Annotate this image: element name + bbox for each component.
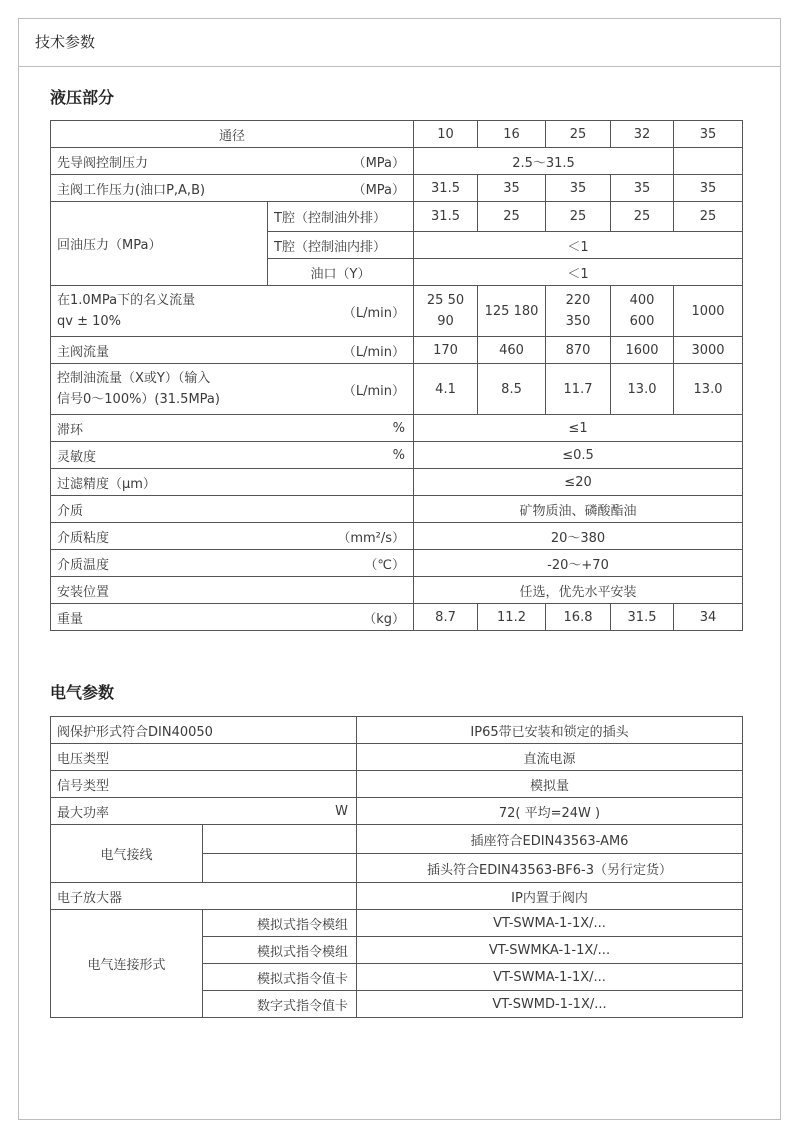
table-row	[51, 577, 743, 604]
weight-label: 重量 （kg）	[51, 604, 414, 631]
main-pressure-label: 主阀工作压力(油口P,A,B) （MPa）	[51, 175, 414, 202]
cell-value: 1600	[611, 337, 674, 364]
electrical-section-title: 电气参数	[50, 683, 115, 702]
mounting-value: 任选，优先水平安装	[414, 577, 743, 604]
voltage-label: 电压类型	[51, 744, 357, 771]
size-35: 35	[674, 121, 743, 148]
table-row	[51, 442, 743, 469]
table-row	[51, 798, 743, 825]
empty-cell	[203, 825, 357, 854]
cell-value: 25	[546, 202, 611, 232]
cell-value: 11.2	[478, 604, 546, 631]
table-row	[51, 604, 743, 631]
cell-value: 8.7	[414, 604, 478, 631]
filtration-value: ≤20	[414, 469, 743, 496]
connection-model: VT-SWMA-1-1X/...	[357, 910, 743, 937]
connection-label: 电气连接形式	[51, 910, 203, 1018]
connection-model: VT-SWMD-1-1X/...	[357, 991, 743, 1018]
cell-value: 35	[674, 175, 743, 202]
page-title: 技术参数	[35, 33, 96, 51]
filtration-label: 过滤精度（μm）	[51, 469, 414, 496]
table-row	[51, 286, 743, 337]
main-flow-label: 主阀流量 （L/min）	[51, 337, 414, 364]
table-row	[51, 717, 743, 744]
cell-value: 8.5	[478, 364, 546, 415]
size-label: 通径	[51, 121, 414, 148]
table-row	[51, 337, 743, 364]
table-row	[51, 469, 743, 496]
cell-value: 125 180	[478, 286, 546, 337]
table-row	[51, 523, 743, 550]
cell-value: 4.1	[414, 364, 478, 415]
wiring-socket: 插座符合EDIN43563-AM6	[357, 825, 743, 854]
cell-value: 220 350	[546, 286, 611, 337]
empty-cell	[203, 854, 357, 883]
table-row	[51, 883, 743, 910]
cell-value: 1000	[674, 286, 743, 337]
cell-value: 870	[546, 337, 611, 364]
hysteresis-label: 滞环 %	[51, 415, 414, 442]
connection-type: 数字式指令值卡	[203, 991, 357, 1018]
table-row	[51, 496, 743, 523]
cell-value: 16.8	[546, 604, 611, 631]
signal-value: 模拟量	[357, 771, 743, 798]
cell-value: 31.5	[611, 604, 674, 631]
cell-value: 34	[674, 604, 743, 631]
cell-value: 25	[611, 202, 674, 232]
connection-model: VT-SWMA-1-1X/...	[357, 964, 743, 991]
t-ext-label: T腔（控制油外排）	[268, 202, 414, 232]
sensitivity-label: 灵敏度 %	[51, 442, 414, 469]
hydraulic-table	[50, 120, 743, 631]
size-16: 16	[478, 121, 546, 148]
control-flow-label: 控制油流量（X或Y）（输入 信号0～100%）(31.5MPa) （L/min）	[51, 364, 414, 415]
voltage-value: 直流电源	[357, 744, 743, 771]
size-32: 32	[611, 121, 674, 148]
cell-value: 25	[478, 202, 546, 232]
cell-value: 13.0	[674, 364, 743, 415]
cell-value: 35	[546, 175, 611, 202]
t-int-label: T腔（控制油内排）	[268, 232, 414, 259]
medium-label: 介质	[51, 496, 414, 523]
table-row	[51, 148, 743, 175]
mounting-label: 安装位置	[51, 577, 414, 604]
temperature-label: 介质温度 （℃）	[51, 550, 414, 577]
wiring-plug: 插头符合EDIN43563-BF6-3（另行定货）	[357, 854, 743, 883]
table-row	[51, 121, 743, 148]
amplifier-label: 电子放大器	[51, 883, 357, 910]
connection-type: 模拟式指令值卡	[203, 964, 357, 991]
electrical-table	[50, 716, 743, 1018]
hysteresis-value: ≤1	[414, 415, 743, 442]
protection-value: IP65带已安装和锁定的插头	[357, 717, 743, 744]
medium-value: 矿物质油、磷酸酯油	[414, 496, 743, 523]
table-row	[51, 910, 743, 937]
cell-value: 13.0	[611, 364, 674, 415]
pilot-pressure-value: 2.5～31.5	[414, 148, 674, 175]
cell-value: 400 600	[611, 286, 674, 337]
cell-value: 170	[414, 337, 478, 364]
cell-value: 25 50 90	[414, 286, 478, 337]
table-row	[51, 744, 743, 771]
table-row	[51, 175, 743, 202]
cell-value: 31.5	[414, 202, 478, 232]
cell-value: 31.5	[414, 175, 478, 202]
y-port-label: 油口（Y）	[268, 259, 414, 286]
table-row	[51, 415, 743, 442]
signal-label: 信号类型	[51, 771, 357, 798]
viscosity-value: 20～380	[414, 523, 743, 550]
table-row	[51, 550, 743, 577]
pilot-pressure-label: 先导阀控制压力 （MPa）	[51, 148, 414, 175]
wiring-label: 电气接线	[51, 825, 203, 883]
cell-value: 3000	[674, 337, 743, 364]
protection-label: 阀保护形式符合DIN40050	[51, 717, 357, 744]
connection-type: 模拟式指令模组	[203, 937, 357, 964]
table-row	[51, 825, 743, 854]
sensitivity-value: ≤0.5	[414, 442, 743, 469]
header-bar	[19, 19, 780, 67]
return-pressure-label: 回油压力（MPa）	[51, 202, 268, 286]
table-row	[51, 364, 743, 415]
amplifier-value: IP内置于阀内	[357, 883, 743, 910]
cell-value: 11.7	[546, 364, 611, 415]
cell-value: 35	[478, 175, 546, 202]
size-10: 10	[414, 121, 478, 148]
temperature-value: -20～+70	[414, 550, 743, 577]
cell-value: 25	[674, 202, 743, 232]
table-row	[51, 771, 743, 798]
hydraulic-section-title: 液压部分	[50, 88, 115, 107]
size-25: 25	[546, 121, 611, 148]
cell-value: 35	[611, 175, 674, 202]
connection-model: VT-SWMKA-1-1X/...	[357, 937, 743, 964]
cell-value: 460	[478, 337, 546, 364]
power-value: 72( 平均=24W )	[357, 798, 743, 825]
power-label: 最大功率 W	[51, 798, 357, 825]
connection-type: 模拟式指令模组	[203, 910, 357, 937]
empty-cell	[674, 148, 743, 175]
y-port-value: ＜1	[414, 259, 743, 286]
viscosity-label: 介质粘度 （mm²/s）	[51, 523, 414, 550]
nominal-flow-label: 在1.0MPa下的名义流量 qv ± 10% （L/min）	[51, 286, 414, 337]
table-row	[51, 202, 743, 232]
t-int-value: ＜1	[414, 232, 743, 259]
